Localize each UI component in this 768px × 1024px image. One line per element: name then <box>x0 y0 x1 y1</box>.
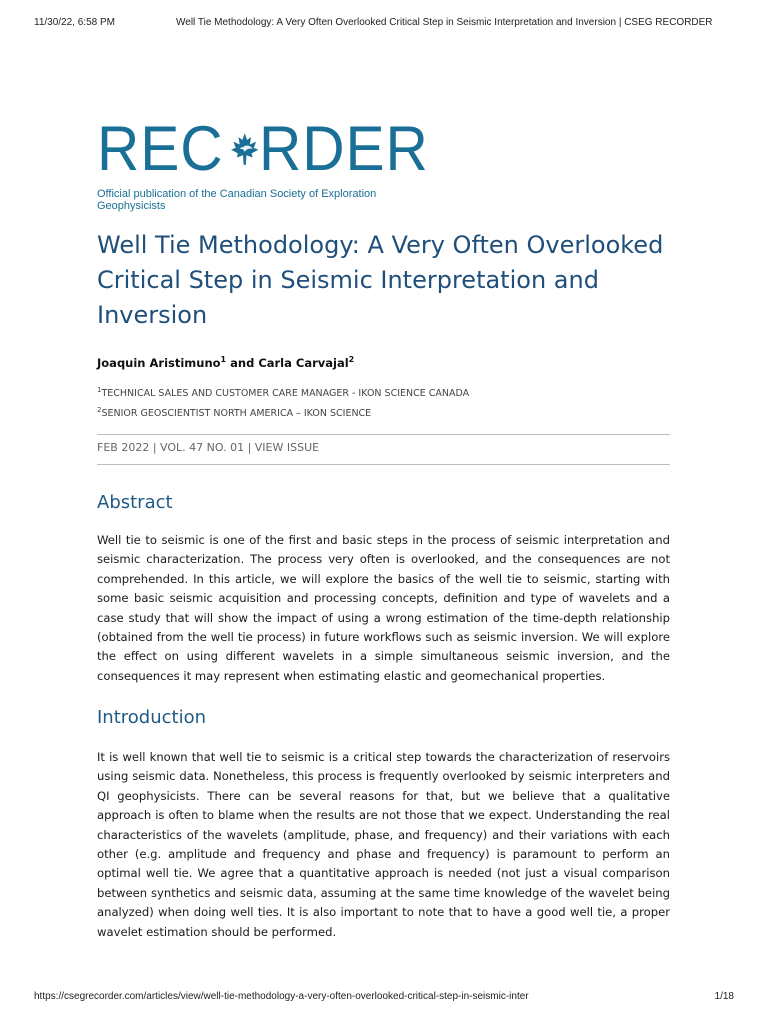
print-footer <box>34 991 734 1002</box>
affiliations <box>97 382 469 422</box>
affiliation-line <box>97 402 469 422</box>
print-page-title: Well Tie Methodology: A Very Often Overlooked Critical Step in Seismic Interpretation and Inversion | CSEG RECORDER <box>176 17 713 28</box>
recorder-logo[interactable] <box>97 113 442 212</box>
view-issue-link[interactable]: VIEW ISSUE <box>254 441 320 454</box>
meta-separator: | <box>149 441 161 454</box>
introduction-heading: Introduction <box>97 707 207 728</box>
abstract-heading: Abstract <box>97 492 173 513</box>
author-name[interactable]: Carla Carvajal <box>258 355 349 370</box>
page-number: 1/18 <box>714 991 734 1002</box>
print-header <box>34 17 734 28</box>
meta-separator: | <box>244 441 255 454</box>
author-name[interactable]: Joaquin Aristimuno <box>97 355 221 370</box>
author-joiner: and <box>226 355 259 370</box>
affiliation-text: SENIOR GEOSCIENTIST NORTH AMERICA – IKON SCIENCE <box>101 408 372 420</box>
author-line <box>97 355 354 370</box>
print-url: https://csegrecorder.com/articles/view/well-tie-methodology-a-very-often-overlooked-critical-step-in-seismic-inter <box>34 991 529 1002</box>
issue-volume-link[interactable]: VOL. 47 NO. 01 <box>160 441 245 454</box>
maple-leaf-icon <box>230 119 259 179</box>
logo-tagline: Official publication of the Canadian Society of Exploration Geophysicists <box>97 188 377 212</box>
logo-word-right: RDER <box>259 114 430 184</box>
affiliation-line <box>97 382 469 402</box>
introduction-body: It is well known that well tie to seismic is a critical step towards the characterization of reservoirs using seismic data. Nonetheless, this process is frequently overlooked by seismic interpreters and QI geophysicists. There can be several reasons for that, but we believe that a qualitative approach is often to blame when the results are not those that we expect. Understanding the real characteristics of the wavelets (amplitude, phase, and frequency) and their variations with each other (e.g. amplitude and frequency and phase and frequency) is paramount to perform an optimal well tie. We agree that a quantitative approach is needed (not just a visual comparison between synthetics and seismic data, assuming at the same time knowledge of the wavelet being analyzed) when doing well ties. It is also important to note that to have a good well tie, a proper wavelet estimation should be performed. <box>97 750 670 939</box>
affiliation-marker: 1 <box>97 386 102 394</box>
print-datetime: 11/30/22, 6:58 PM <box>34 17 115 28</box>
author-affiliation-marker: 2 <box>348 355 355 364</box>
logo-word-left: REC <box>97 114 224 184</box>
article-title: Well Tie Methodology: A Very Often Overlooked Critical Step in Seismic Interpretation and Inversion <box>97 231 664 329</box>
divider-top <box>97 434 670 435</box>
divider-bottom <box>97 464 670 465</box>
affiliation-marker: 2 <box>97 406 102 415</box>
abstract-body: Well tie to seismic is one of the first and basic steps in the process of seismic interpretation and seismic characterization. The process very often is overlooked, and the consequences are not comprehended. In this article, we will explore the basics of the well tie to seismic, starting with some basic seismic acquisition and processing concepts, definition and type of wavelets and a case study that will show the impact of using a wrong estimation of the time-depth relationship (obtained from the well tie process) in future workflows such as seismic inversion. We will explore the effect on using different wavelets in a simple simultaneous seismic inversion, and the consequences it may represent when estimating elastic and geomechanical properties. <box>97 533 670 683</box>
affiliation-text: TECHNICAL SALES AND CUSTOMER CARE MANAGER - IKON SCIENCE CANADA <box>101 388 470 400</box>
issue-date: FEB 2022 <box>97 441 150 454</box>
issue-meta <box>97 441 319 454</box>
author-affiliation-marker: 1 <box>220 355 227 364</box>
